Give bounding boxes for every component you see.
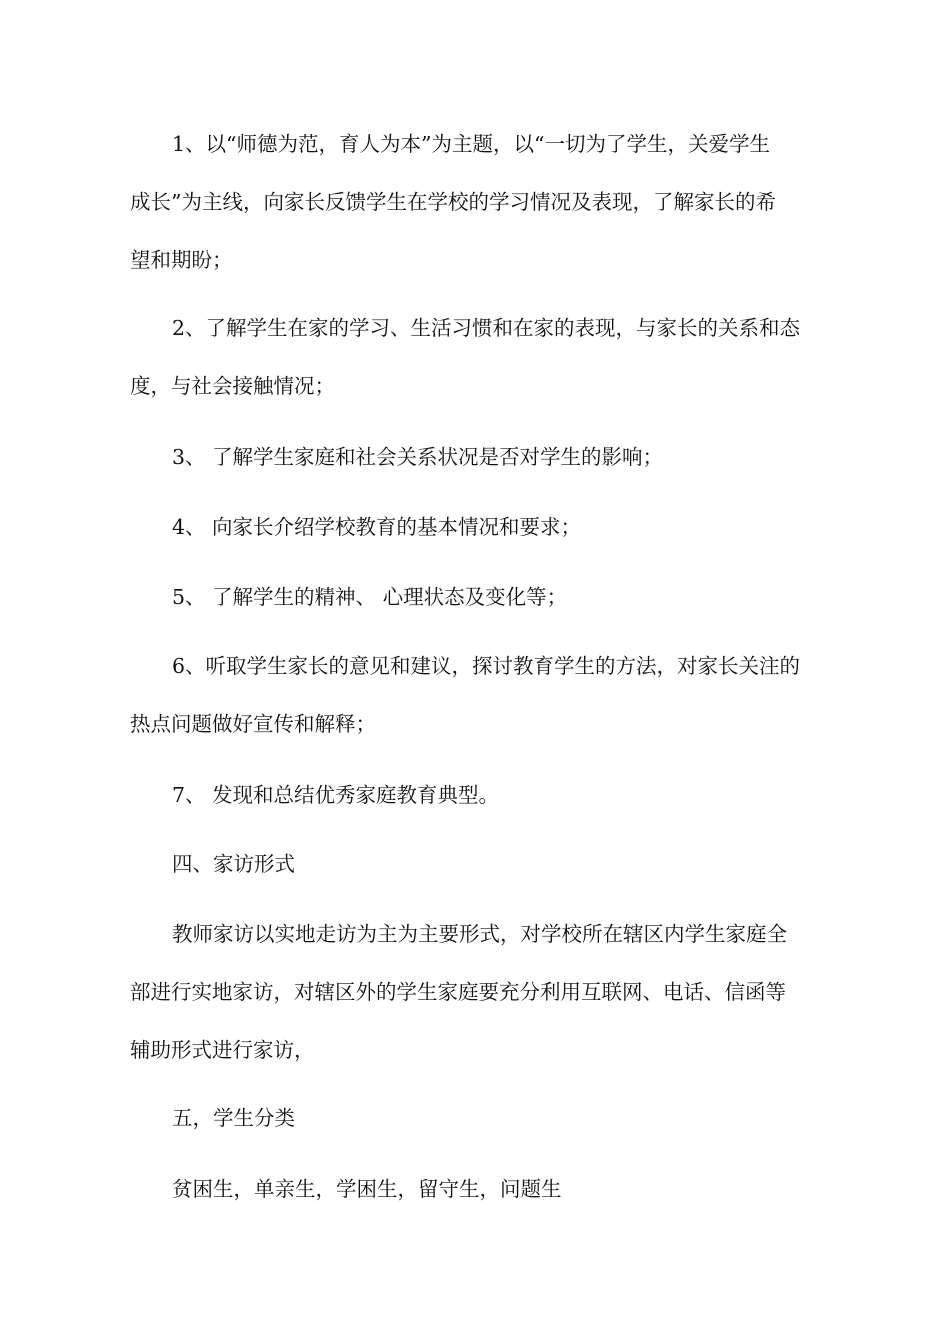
paragraph-line: 教师家访以实地走访为主为主要形式，对学校所在辖区内学生家庭全 xyxy=(172,922,787,946)
paragraph-line: 望和期盼； xyxy=(130,248,233,272)
paragraph-line: 贫困生，单亲生，学困生，留守生，问题生 xyxy=(172,1177,562,1201)
paragraph-line: 3、 了解学生家庭和社会关系状况是否对学生的影响； xyxy=(172,445,664,469)
paragraph-line: 热点问题做好宣传和解释； xyxy=(130,712,376,736)
section-heading-text: 五，学生分类 xyxy=(172,1106,295,1130)
paragraph-line: 7、 发现和总结优秀家庭教育典型。 xyxy=(172,783,500,807)
paragraph-line: 4、 向家长介绍学校教育的基本情况和要求； xyxy=(172,515,582,539)
paragraph-line: 5、 了解学生的精神、 心理状态及变化等； xyxy=(172,585,568,609)
paragraph-line: 1、以“师德为范，育人为本”为主题，以“一切为了学生，关爱学生 xyxy=(172,132,770,156)
paragraph-line: 度，与社会接触情况； xyxy=(130,374,335,398)
paragraph-line: 辅助形式进行家访， xyxy=(130,1038,315,1062)
paragraph-line: 6、听取学生家长的意见和建议，探讨教育学生的方法，对家长关注的 xyxy=(172,654,801,678)
section-heading-text: 四、家访形式 xyxy=(172,852,295,876)
paragraph-line: 成长”为主线，向家长反馈学生在学校的学习情况及表现，了解家长的希 xyxy=(130,190,776,214)
paragraph-line: 2、了解学生在家的学习、生活习惯和在家的表现，与家长的关系和态 xyxy=(172,316,801,340)
paragraph-line: 部进行实地家访，对辖区外的学生家庭要充分利用互联网、电话、信函等 xyxy=(130,980,786,1004)
